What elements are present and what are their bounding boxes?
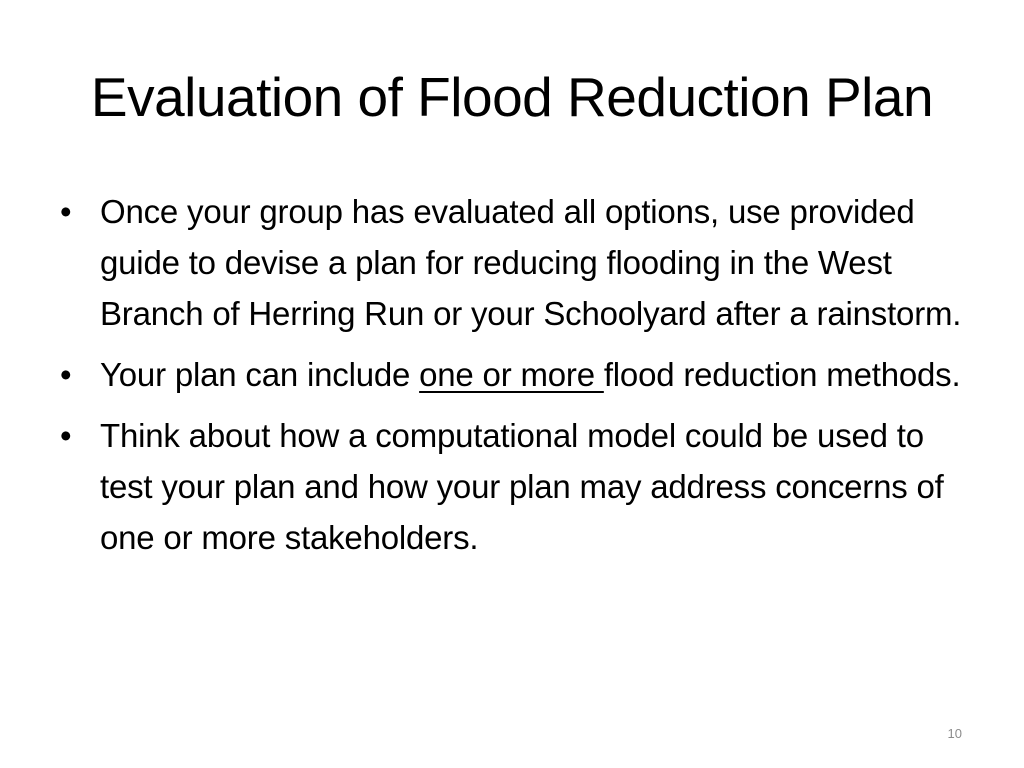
page-number: 10 — [947, 726, 962, 741]
bullet-list — [60, 186, 980, 573]
bullet-icon: • — [60, 417, 72, 454]
bullet-item-3 — [60, 410, 980, 563]
bullet-text: Once your group has evaluated all options, use provided guide to devise a plan for reducing flooding in the West Branch of Herring Run or your Schoolyard after a rainstorm. — [100, 193, 962, 332]
bullet-icon: • — [60, 356, 72, 393]
bullet-text-underlined: one or more — [419, 356, 604, 393]
slide-title: Evaluation of Flood Reduction Plan — [90, 66, 934, 128]
bullet-text-before: Your plan can include — [100, 356, 420, 393]
bullet-item-2 — [60, 349, 980, 400]
bullet-icon: • — [60, 193, 72, 230]
bullet-item-1 — [60, 186, 980, 339]
bullet-text-after: flood reduction methods. — [603, 356, 961, 393]
bullet-text: Think about how a computational model could be used to test your plan and how your plan may address concerns of one or more stakeholders. — [100, 417, 944, 556]
